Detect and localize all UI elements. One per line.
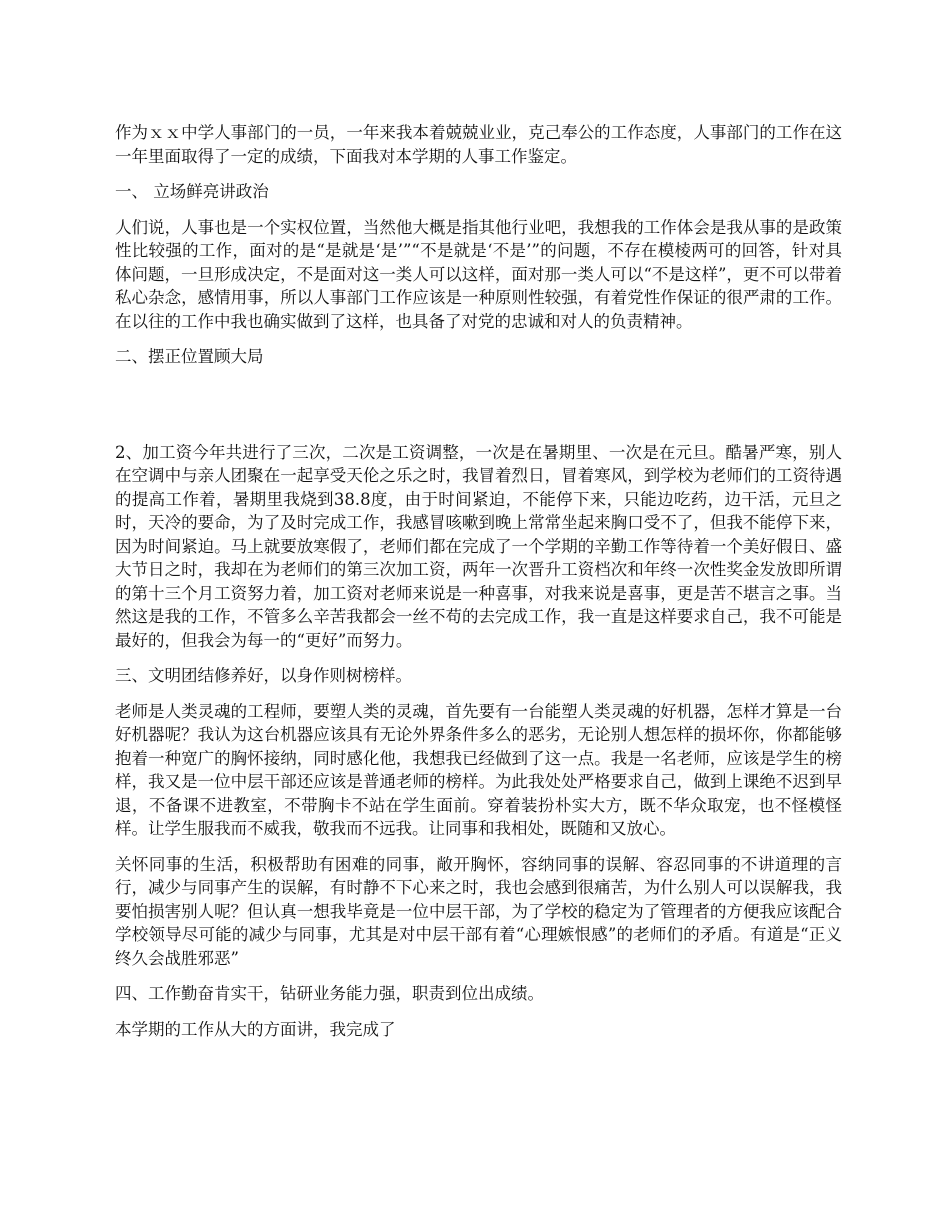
blank-space — [115, 381, 842, 441]
section-4-heading: 四、工作勤奋肯实干，钻研业务能力强，职责到位出成绩。 — [115, 984, 544, 1003]
section-4-paragraph: 本学期的工作从大的方面讲，我完成了 — [115, 1019, 396, 1039]
document-body — [115, 121, 842, 1053]
section-1-paragraph: 人们说，人事也是一个实权位置，当然他大概是指其他行业吧，我想我的工作体会是我从事的是政策性比较强的工作，面对的是“是就是‘是’”“不是就是‘不是’”的问题，不存在模棱两可的回答，针对具体问题，一旦形成决定，不是面对这一类人可以这样，面对那一类人可以“不是这样”，更不可以带着私心杂念，感情用事，所以人事部门工作应该是一种原则性较强，有着党性作保证的很严肃的工作。在以往的工作中我也确实做到了这样，也具备了对党的忠诚和对人的负责精神。 — [115, 217, 842, 331]
section-1-heading: 一、 立场鲜亮讲政治 — [115, 182, 269, 201]
section-3-heading: 三、文明团结修养好，以身作则树榜样。 — [115, 666, 412, 685]
section-2-paragraph: 2、加工资今年共进行了三次，二次是工资调整，一次是在暑期里、一次是在元旦。酷暑严寒，别人在空调中与亲人团聚在一起享受天伦之乐之时，我冒着烈日，冒着寒风，到学校为老师们的工资待遇的提高工作着，暑期里我烧到38.8度，由于时间紧迫，不能停下来，只能边吃药，边干活，元旦之时，天冷的要命，为了及时完成工作，我感冒咳嗽到晚上常常坐起来胸口受不了，但我不能停下来，因为时间紧迫。马上就要放寒假了，老师们都在完成了一个学期的辛勤工作等待着一个美好假日、盛大节日之时，我却在为老师们的第三次加工资，两年一次晋升工资档次和年终一次性奖金发放即所谓的第十三个月工资努力着，加工资对老师来说是一种喜事，对我来说是喜事，更是苦不堪言之事。当然这是我的工作，不管多么辛苦我都会一丝不苟的去完成工作，我一直是这样要求自己，我不可能是最好的，但我会为每一的“更好”而努力。 — [115, 442, 842, 650]
section-3-paragraph-2: 关怀同事的生活，积极帮助有困难的同事，敞开胸怀，容纳同事的误解、容忍同事的不讲道理的言行，减少与同事产生的误解，有时静不下心来之时，我也会感到很痛苦，为什么别人可以误解我，我要怕损害别人呢？但认真一想我毕竟是一位中层干部，为了学校的稳定为了管理者的方便我应该配合学校领导尽可能的减少与同事，尤其是对中层干部有着“心理嫉恨感”的老师们的矛盾。有道是“正义终久会战胜邪恶” — [115, 854, 842, 968]
section-3-paragraph-1: 老师是人类灵魂的工程师，要塑人类的灵魂，首先要有一台能塑人类灵魂的好机器，怎样才算是一台好机器呢？我认为这台机器应该具有无论外界条件多么的恶劣，无论别人想怎样的损坏你，你都能够抱着一种宽广的胸怀接纳，同时感化他，我想我已经做到了这一点。我是一名老师，应该是学生的榜样，我又是一位中层干部还应该是普通老师的榜样。为此我处处严格要求自己，做到上课绝不迟到早退，不备课不进教室，不带胸卡不站在学生面前。穿着装扮朴实大方，既不华众取宠，也不怪模怪样。让学生服我而不威我，敬我而不远我。让同事和我相处，既随和又放心。 — [115, 701, 842, 838]
intro-paragraph: 作为ｘｘ中学人事部门的一员，一年来我本着兢兢业业，克己奉公的工作态度，人事部门的工作在这一年里面取得了一定的成绩，下面我对本学期的人事工作鉴定。 — [115, 123, 842, 166]
section-2-heading: 二、摆正位置顾大局 — [115, 347, 264, 366]
